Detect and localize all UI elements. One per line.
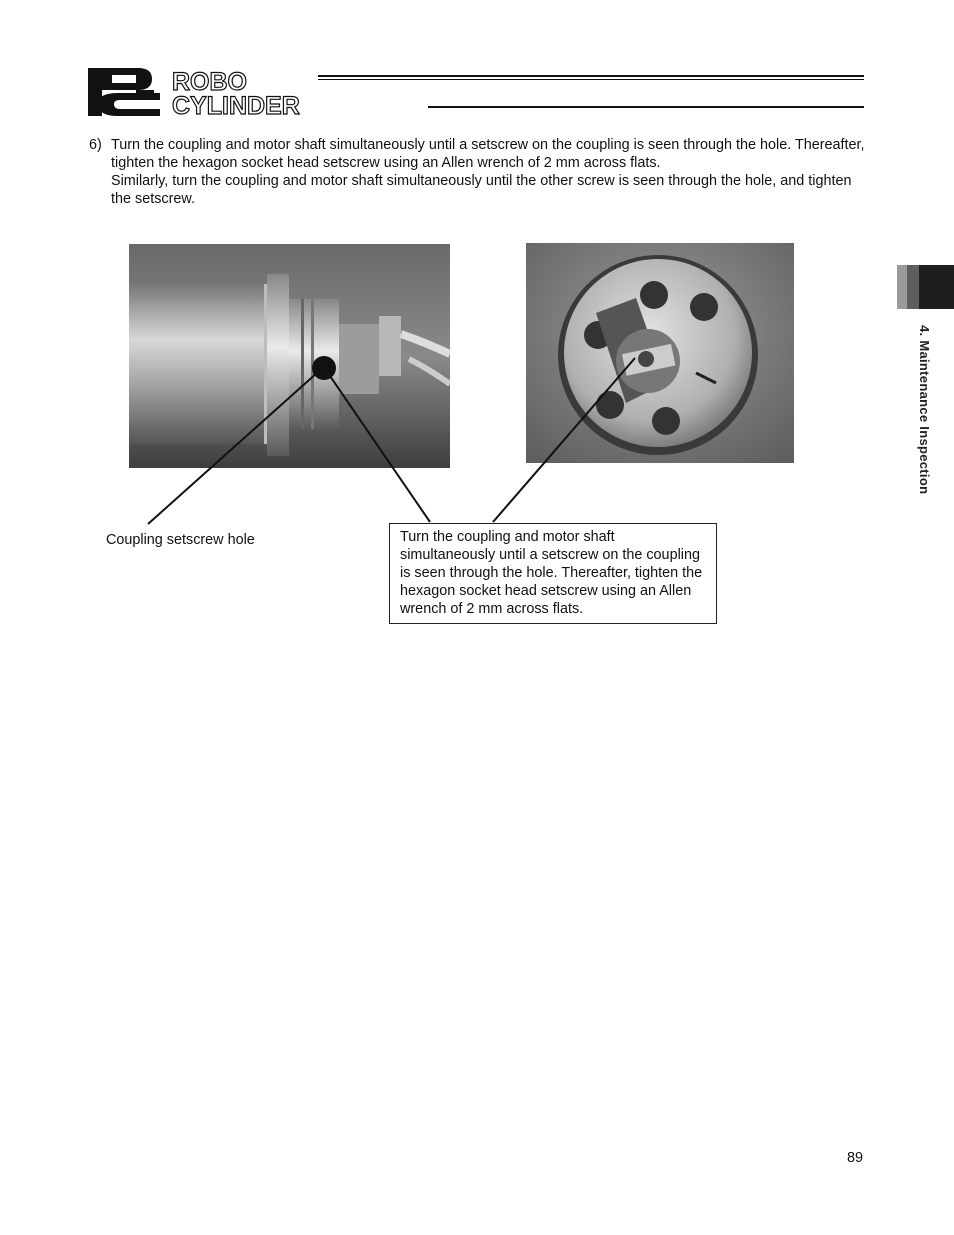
logo-text-robo: ROBO <box>172 68 247 96</box>
caption-setscrew-hole: Coupling setscrew hole <box>106 532 255 548</box>
logo-text-cylinder: CYLINDER <box>172 92 300 120</box>
leader-line-callout-right <box>493 358 635 522</box>
side-tab-dark <box>919 265 954 309</box>
side-tab-mid <box>907 265 919 309</box>
callout-box: Turn the coupling and motor shaft simultaneously until a setscrew on the coupling is seen through the hole. Thereafter, tighten the hexagon socket head setscrew using an Allen wrench of 2 mm across flats. <box>389 523 717 624</box>
page-number: 89 <box>847 1150 864 1166</box>
step-number: 6) <box>89 137 102 153</box>
step-paragraph-2: Similarly, turn the coupling and motor shaft simultaneously until the other screw is seen through the hole, and tighten the setscrew. <box>111 173 852 207</box>
side-tab-label: 4. Maintenance Inspection <box>917 325 932 495</box>
side-tab-light <box>897 265 907 309</box>
leader-line-caption <box>148 372 318 524</box>
leader-line-callout-left <box>330 376 430 522</box>
step-paragraph-1: Turn the coupling and motor shaft simultaneously until a setscrew on the coupling is seen through the hole. Thereafter, tighten the hexagon socket head setscrew using an Allen wrench of 2 mm across flats. <box>111 137 865 171</box>
